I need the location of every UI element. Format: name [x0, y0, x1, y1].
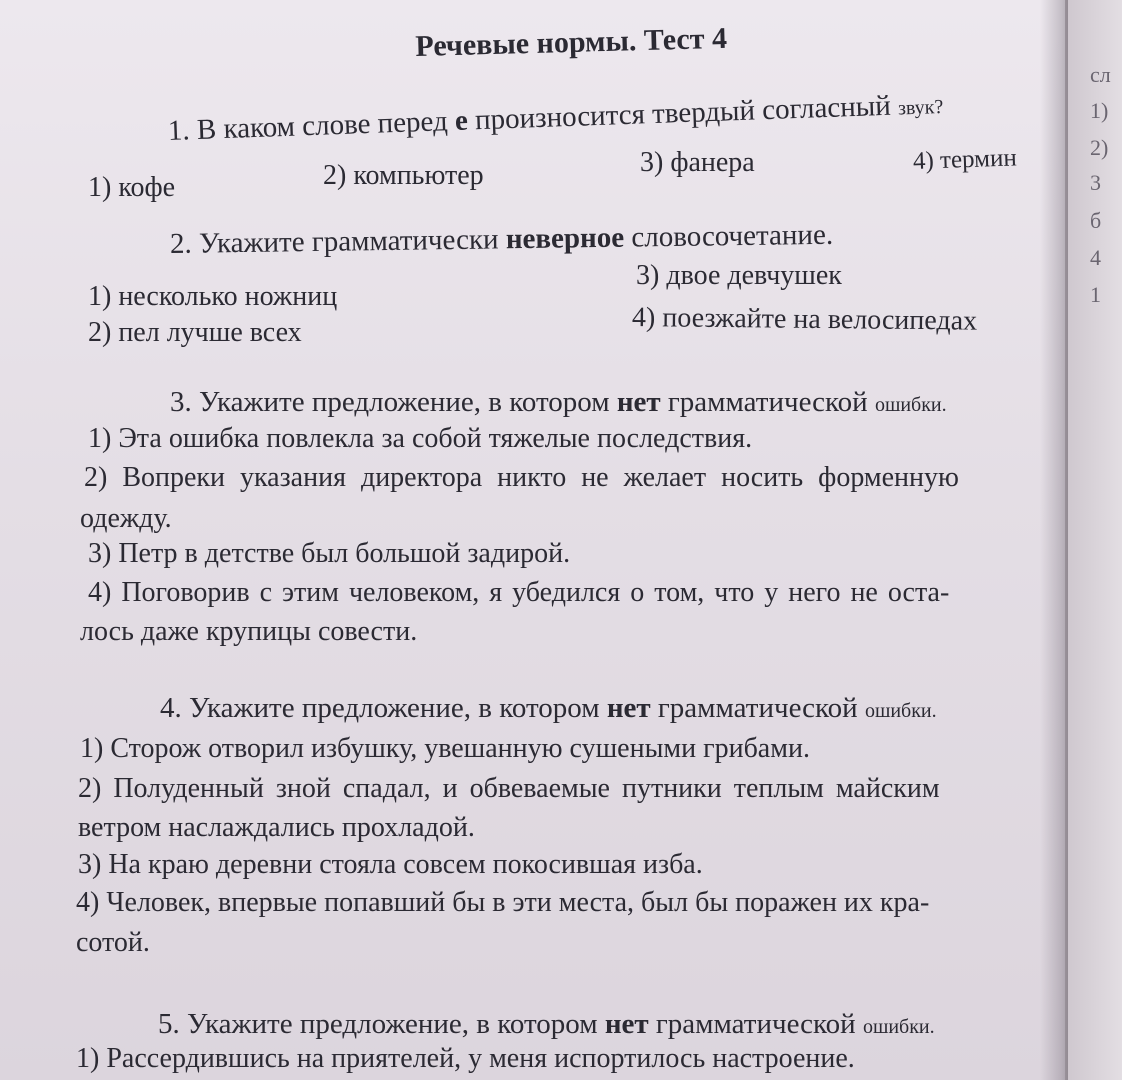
adjacent-line-4: 3: [1090, 170, 1101, 195]
q5-option-1[interactable]: 1) Рассердившись на приятелей, у меня испортилось настроение.: [76, 1043, 855, 1074]
adjacent-line-2: 1): [1090, 98, 1109, 123]
q1-option-3[interactable]: 3) фанера: [640, 147, 755, 178]
question-3: [170, 386, 947, 419]
q2-option-2[interactable]: 2) пел лучше всех: [88, 317, 302, 348]
question-1-text-2: произносится твердый согласный: [467, 89, 899, 137]
question-4-bold: нет: [606, 692, 651, 724]
q3-option-2[interactable]: [84, 462, 1044, 494]
adjacent-page: [1068, 0, 1122, 1080]
question-1: [167, 88, 943, 148]
question-4-tail: ошибки.: [864, 700, 937, 722]
question-3-tail: ошибки.: [874, 394, 947, 416]
question-1-text: 1. В каком слове перед: [167, 104, 456, 147]
q3-option-3[interactable]: 3) Петр в детстве был большой задирой.: [88, 538, 571, 569]
q3-option-4[interactable]: 4) Поговорив с этим человеком, я убедился о том, что у него не оста-: [88, 577, 950, 608]
q1-option-1[interactable]: 1) кофе: [88, 172, 176, 203]
question-5-text: 5. Укажите предложение, в котором: [158, 1008, 605, 1040]
q4-option-1[interactable]: 1) Сторож отворил избушку, увешанную сушеными грибами.: [80, 733, 810, 764]
adjacent-line-7: 1: [1090, 282, 1101, 307]
q3-option-2-text: 2) Вопреки указания директора никто не желает носить форменную: [84, 462, 959, 493]
question-2-text-2: словосочетание.: [623, 218, 834, 254]
adjacent-line-5: б: [1090, 208, 1102, 233]
q4-option-4[interactable]: 4) Человек, впервые попавший бы в эти места, был бы поражен их кра-: [76, 887, 930, 918]
q2-option-3[interactable]: 3) двое девчушек: [636, 260, 842, 291]
question-4-text-2: грамматической: [650, 692, 865, 724]
q2-option-4[interactable]: 4) поезжайте на велосипедах: [631, 302, 978, 337]
question-3-bold: нет: [616, 386, 661, 418]
q3-option-2-cont[interactable]: одежду.: [80, 503, 172, 534]
question-1-tail: звук?: [897, 95, 944, 120]
question-5: [158, 1008, 935, 1041]
question-5-bold: нет: [604, 1008, 649, 1040]
question-2: [170, 219, 834, 261]
question-4-text: 4. Укажите предложение, в котором: [160, 692, 607, 724]
q4-option-2[interactable]: 2) Полуденный зной спадал, и обвеваемые путники теплым майским: [78, 773, 940, 804]
q4-option-3[interactable]: 3) На краю деревни стояла совсем покосившая изба.: [78, 849, 703, 880]
adjacent-line-1: сл: [1090, 62, 1111, 87]
question-2-bold: неверное: [505, 221, 625, 256]
q2-option-1[interactable]: 1) несколько ножниц: [88, 281, 338, 312]
question-5-tail: ошибки.: [862, 1016, 935, 1038]
q3-option-4-cont[interactable]: лось даже крупицы совести.: [80, 616, 418, 647]
q1-option-4[interactable]: 4) термин: [912, 144, 1018, 175]
question-5-text-2: грамматической: [648, 1008, 863, 1040]
q1-option-2[interactable]: 2) компьютер: [323, 160, 484, 191]
question-3-text: 3. Укажите предложение, в котором: [170, 386, 617, 418]
adjacent-line-3: 2): [1090, 135, 1109, 160]
question-2-text: 2. Укажите грамматически: [169, 223, 507, 260]
question-4: [160, 692, 937, 725]
q4-option-2-cont[interactable]: ветром наслаждались прохладой.: [78, 812, 475, 843]
q4-option-4-cont[interactable]: сотой.: [76, 927, 150, 958]
q3-option-1[interactable]: 1) Эта ошибка повлекла за собой тяжелые последствия.: [88, 423, 753, 454]
adjacent-line-6: 4: [1090, 245, 1101, 270]
question-3-text-2: грамматической: [660, 386, 875, 418]
page-title: Речевые нормы. Тест 4: [415, 21, 728, 63]
question-1-bold: е: [454, 104, 469, 137]
